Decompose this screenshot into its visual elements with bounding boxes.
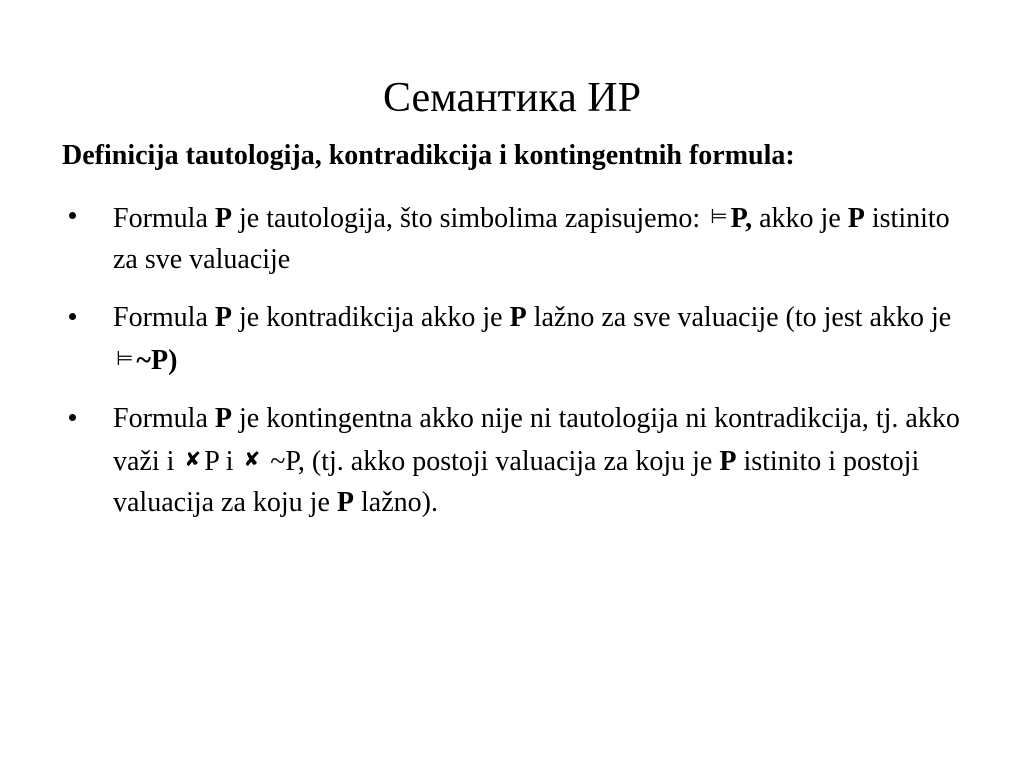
- not-models-icon: ✘: [184, 447, 202, 471]
- formula-p: P: [847, 203, 865, 234]
- formula-p: P,: [730, 203, 753, 234]
- definition-list: [62, 196, 980, 540]
- formula-p: P: [509, 302, 527, 333]
- bullet-icon: [62, 398, 82, 439]
- models-icon: ⊨: [710, 204, 728, 228]
- not-models-icon: ✘: [243, 447, 261, 471]
- formula-p: P: [336, 487, 354, 518]
- formula-p: P: [214, 203, 232, 234]
- formula-p: P: [214, 302, 232, 333]
- formula-p: P: [719, 446, 737, 477]
- bullet-icon: [62, 196, 82, 237]
- models-icon: ⊨: [116, 346, 134, 370]
- bullet-icon: [62, 297, 82, 338]
- list-item-contingent: Formula P je kontingentna akko nije ni tautologija ni kontradikcija, tj. akko važi i ✘ P i ✘ ~P, (tj. akko postoji valuacija za koju je P istinito i postoji valuacija za koju je P lažno).: [62, 398, 980, 523]
- definition-heading: Definicija tautologija, kontradikcija i kontingentnih formula:: [62, 140, 795, 171]
- negated-formula: ~P): [136, 345, 178, 376]
- slide-title: Семантика ИР: [382, 75, 641, 121]
- list-item-contradiction: Formula P je kontradikcija akko je P lažno za sve valuacije (to jest akko je ⊨ ~P): [62, 297, 980, 381]
- list-item-tautology: Formula P je tautologija, što simbolima zapisujemo: ⊨ P, akko je P istinito za sve valuacije: [62, 196, 980, 280]
- formula-p: P: [214, 403, 232, 434]
